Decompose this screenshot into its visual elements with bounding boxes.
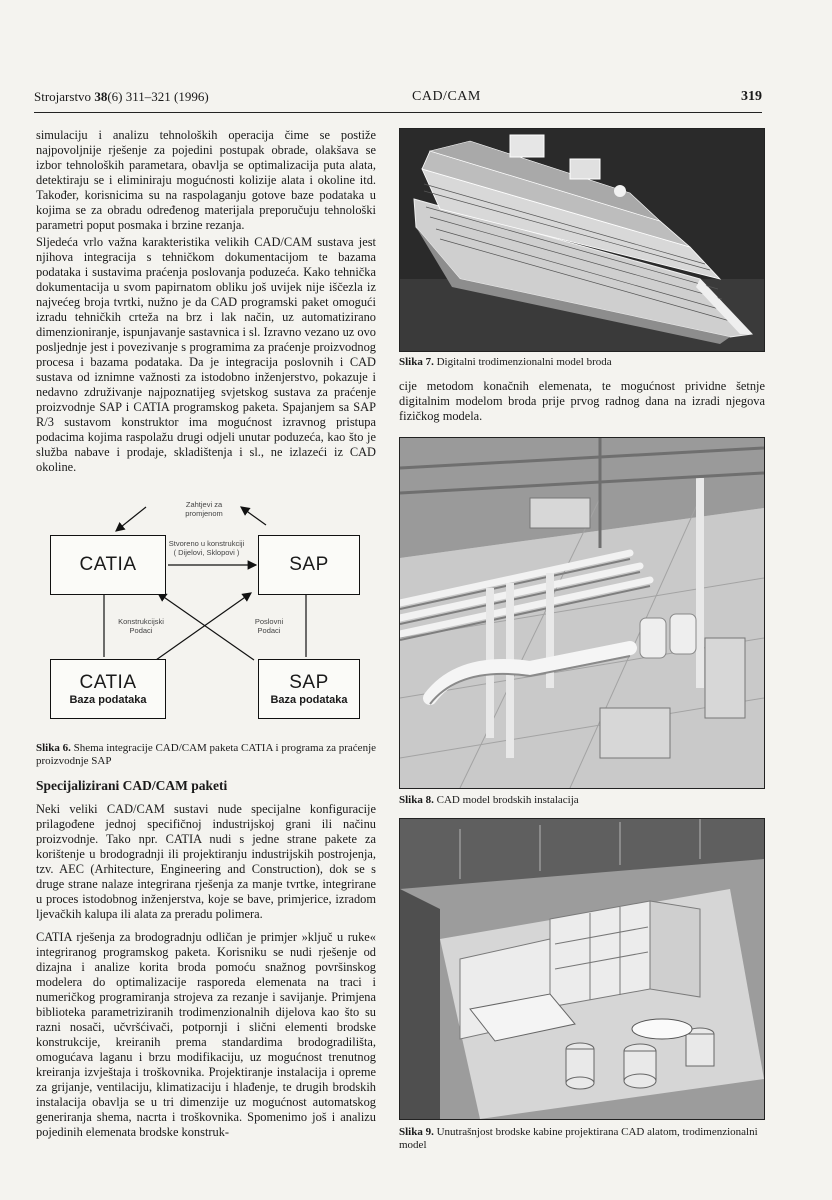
fig8-caption-block: [399, 794, 765, 807]
fig7-caption-block: [399, 356, 765, 424]
page-number: 319: [741, 89, 762, 104]
label-design-data: Konstrukcijski Podaci: [118, 617, 164, 635]
label-created-in-design: Stvoreno u konstrukciji ( Dijelovi, Sklopovi ): [168, 539, 245, 557]
fig7-ship-model: [399, 128, 765, 352]
fig8-caption: Slika 8. CAD model brodskih instalacija: [399, 794, 579, 806]
fig9-cabin-interior: [399, 818, 765, 1120]
paragraph-3: Neki veliki CAD/CAM sustavi nude specijalne konfiguracije prilagođene jednoj specifičnoj industrijskoj grani ili načinu proizvodnje. Tako npr. CATIA nudi s jedne strane pakete za korištenje u brodogradnji ili projektiranju industrijskih postrojenja, tzv. AEC (Arhitecture, Engineering and Construction), dok se s druge strane nalaze integrirana rješenja za manje tvrtke, integrirane u proces istodobnog inženjerstva, koje se bave, primjerice, izradom ljevačkih kalupa ili alata za preradu polimera.: [36, 802, 376, 921]
catia-box: CATIA: [50, 535, 166, 595]
fig6-caption: Slika 6. Shema integracije CAD/CAM paketa CATIA i programa za praćenje proizvodnje SAP: [36, 742, 377, 767]
left-column-top: [36, 128, 376, 475]
fig9-caption: Slika 9. Unutrašnjost brodske kabine projektirana CAD alatom, trodimenzionalni model: [399, 1126, 758, 1151]
fig8-installations-model: [399, 437, 765, 789]
paragraph-right: cije metodom konačnih elemenata, te mogućnost prividne šetnje digitalnim modelom broda prije prvog radnog dana na izradi njegova fizičkog modela.: [399, 379, 765, 423]
running-header: [34, 89, 762, 107]
journal-citation: Strojarstvo 38(6) 311–321 (1996): [34, 89, 209, 104]
left-column-bottom: [36, 742, 376, 1140]
sap-database-box: SAP Baza podataka: [258, 659, 360, 719]
sap-box: SAP: [258, 535, 360, 595]
section-name: CAD/CAM: [412, 89, 481, 104]
catia-database-box: CATIA Baza podataka: [50, 659, 166, 719]
paragraph-2: Sljedeća vrlo važna karakteristika velikih CAD/CAM sustava jest njihova integracija s tehničkom dokumentacijom te bazama podataka i sustavima praćenja poslovanja poduzeća. Kako tehnička dokumentacija u svom papirnatom obliku još uvijek nije iščezla iz najvećeg broja tvrtki, nužno je da CAD programski paket omogući izradu tehničkih crteža na brz i lak način, uz automatizirano dimenzioniranje, ispunjavanje sastavnica i sl. Izravno vezano uz ovo posljednje jest i povezivanje s programima za praćenje proizvodnog procesa i bazama podataka. Da je integracija poslovnih i CAD sustava od iznimne važnosti za istodobno inženjerstvo, pokazuje i nedavno združivanje najpoznatijeg svjetskog sustava za praćenje proizvodnje SAP i CATIA programskog paketa. Spajanjem sa SAP R/3 sustavom konstruktor ima mogućnost izravnog pristupa podacima kojima raspolažu drugi odjeli unutar poduzeća, kao što je služba nabave i prodaje, skladištenja i sl., ne izlazeći iz CAD okoline.: [36, 235, 376, 474]
fig7-caption: Slika 7. Digitalni trodimenzionalni model broda: [399, 356, 612, 368]
header-rule: [34, 112, 762, 113]
label-change-request: Zahtjevi za promjenom: [185, 500, 223, 518]
integration-diagram: [36, 495, 376, 725]
fig9-caption-block: [399, 1126, 765, 1152]
paragraph-4: CATIA rješenja za brodogradnju odličan je primjer »ključ u ruke« integriranog programskog paketa. Korisniku se nudi rješenje od dizajna i analize korita broda pomoću snažnog površinskog modelera do optimalizacije rasporeda elemenata na traci i numeričkog programiranja strojeva za rezanje i savijanje. Primjena biblioteka parametriziranih trodimenzionalnih dijelova kao što su razni nosači, učvršćivači, potpornji i slični elementi brodske konstrukcije, kreiranih prema standardima brodogradilišta, omogućava laganu i brzu modifikaciju, uz mogućnost trenutnog kreiranja izvještaja i troškovnika. Projektiranje instalacija i opreme za grijanje, ventilaciju, klimatizaciju i hlađenje, te drugih brodskih instalacija obavlja se u tri dimenzije uz mogućnost automatskog generiranja shema, nacrta i troškovnika. Spomenimo još i analizu pojedinih elemenata brodske konstruk-: [36, 930, 376, 1139]
label-business-data: Poslovni Podaci: [254, 617, 284, 635]
paragraph-1: simulaciju i analizu tehnoloških operacija čime se postiže najpovoljnije rješenje za pojedini postupak obrade, olakšava se izbor tehnoloških parametara, obavlja se optimalizacija puta alata, detektiraju se i eliminiraju mogućnosti kolizije alata i okoline itd. Također, korisnicima su na raspolaganju gotove baze podataka u kojima se za obradu određenog materijala preporučuju tehnološki parametri poput posmaka i brzine rezanja.: [36, 128, 376, 232]
section-title: Specijalizirani CAD/CAM paketi: [36, 778, 228, 793]
